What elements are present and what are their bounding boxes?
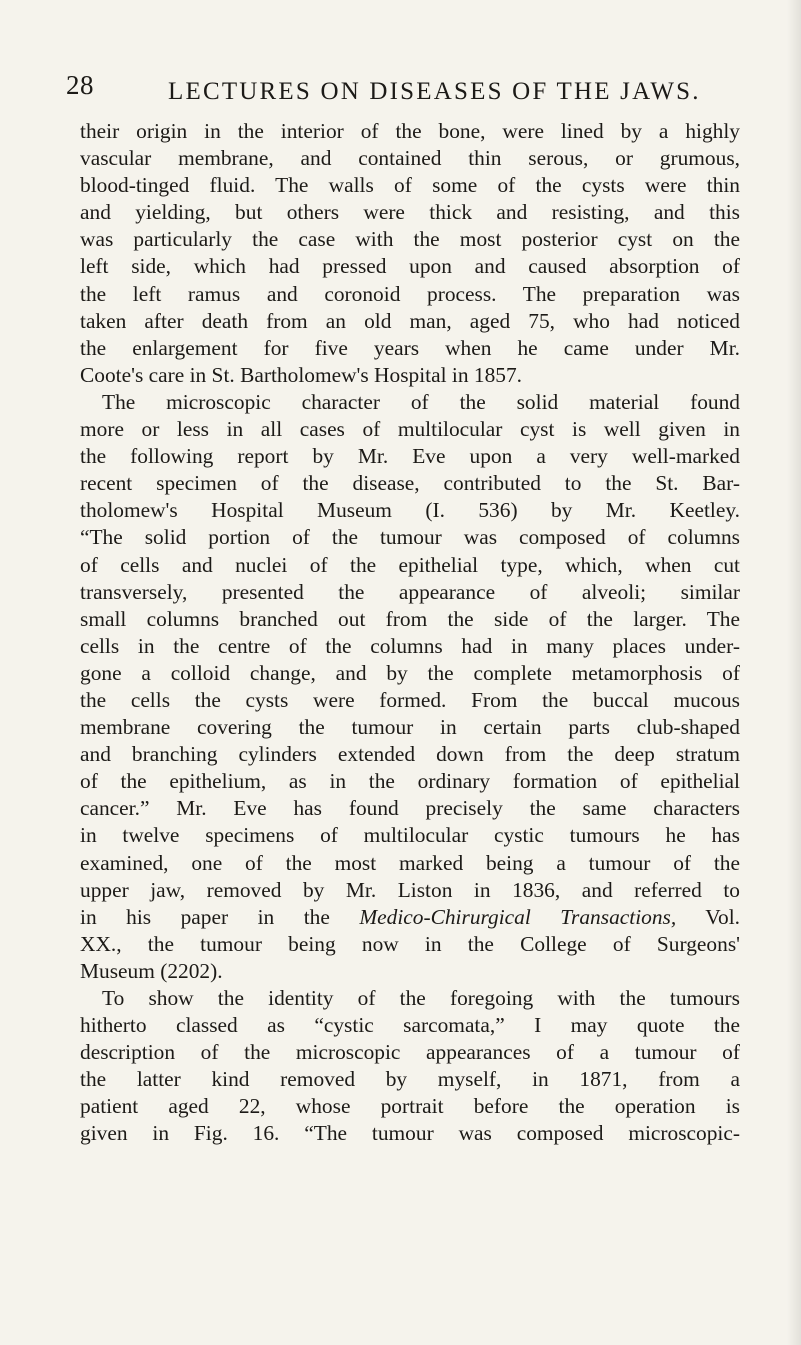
text-line: XX., the tumour being now in the College of Surgeons' <box>80 931 740 956</box>
text-line: the following report by Mr. Eve upon a very well-marked <box>80 444 740 469</box>
text-line: of the epithelium, as in the ordinary formation of epithelial <box>80 769 740 794</box>
running-title: LECTURES ON DISEASES OF THE JAWS. <box>168 78 701 105</box>
text-line: vascular membrane, and contained thin serous, or grumous, <box>80 146 740 171</box>
text-line: membrane covering the tumour in certain parts club-shaped <box>80 715 740 740</box>
text-line: The microscopic character of the solid material found <box>102 389 740 414</box>
text-line: in twelve specimens of multilocular cystic tumours he has <box>80 823 740 848</box>
body-text <box>80 118 740 1148</box>
text-line: description of the microscopic appearances of a tumour of <box>80 1040 740 1065</box>
page-edge-shadow <box>787 0 801 1345</box>
text-line: cells in the centre of the columns had in many places under- <box>80 633 740 658</box>
text-line: their origin in the interior of the bone, were lined by a highly <box>80 119 740 143</box>
text-line: was particularly the case with the most posterior cyst on the <box>80 227 740 252</box>
text-line: Coote's care in St. Bartholomew's Hospital in 1857. <box>80 362 523 387</box>
text-line: taken after death from an old man, aged 75, who had noticed <box>80 308 740 333</box>
text-line: tholomew's Hospital Museum (I. 536) by Mr. Keetley. <box>80 498 740 523</box>
text-run: Vol. <box>676 904 740 929</box>
text-line: upper jaw, removed by Mr. Liston in 1836, and referred to <box>80 877 740 902</box>
text-line: more or less in all cases of multilocular cyst is well given in <box>80 417 740 442</box>
text-line: Museum (2202). <box>80 958 223 983</box>
text-line: and branching cylinders extended down from the deep stratum <box>80 742 740 767</box>
text-line: the cells the cysts were formed. From the buccal mucous <box>80 687 740 712</box>
text-line: the enlargement for five years when he came under Mr. <box>80 335 740 360</box>
text-line: recent specimen of the disease, contributed to the St. Bar- <box>80 471 740 496</box>
text-line: patient aged 22, whose portrait before the operation is <box>80 1094 740 1119</box>
text-line: cancer.” Mr. Eve has found precisely the same characters <box>80 796 740 821</box>
text-line: and yielding, but others were thick and resisting, and this <box>80 200 740 225</box>
text-line: the latter kind removed by myself, in 1871, from a <box>80 1067 740 1092</box>
text-line: “The solid portion of the tumour was composed of columns <box>80 525 740 550</box>
text-run: in his paper in the <box>80 904 360 929</box>
text-line: To show the identity of the foregoing with the tumours <box>102 986 740 1010</box>
text-line: the left ramus and coronoid process. The preparation was <box>80 281 740 306</box>
text-line-with-title <box>80 904 740 931</box>
text-line: hitherto classed as “cystic sarcomata,” I may quote the <box>80 1013 740 1038</box>
text-line: transversely, presented the appearance of alveoli; similar <box>80 579 740 604</box>
text-line: of cells and nuclei of the epithelial type, which, when cut <box>80 552 740 577</box>
journal-title: Medico-Chirurgical Transactions, <box>359 904 677 929</box>
text-line: given in Fig. 16. “The tumour was composed microscopic- <box>80 1121 740 1146</box>
text-line: blood-tinged fluid. The walls of some of the cysts were thin <box>80 173 740 198</box>
page-number: 28 <box>66 70 94 100</box>
text-line: gone a colloid change, and by the complete metamorphosis of <box>80 660 740 685</box>
text-line: left side, which had pressed upon and caused absorption of <box>80 254 740 279</box>
text-line: examined, one of the most marked being a tumour of the <box>80 850 740 875</box>
text-line: small columns branched out from the side of the larger. The <box>80 606 740 631</box>
